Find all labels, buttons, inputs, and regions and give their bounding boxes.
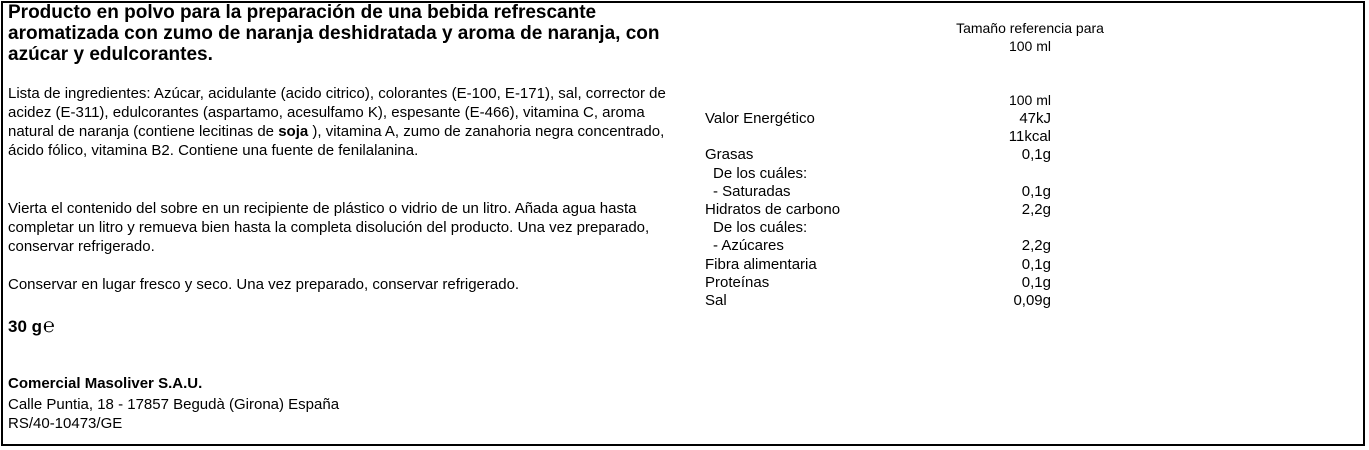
nutrition-row-fat [705, 146, 1065, 164]
ingredients-text-after: ), vitamina A, zumo de zanahoria negra concentrado, ácido fólico, vitamina B2. Contiene una fuente de fenilalanina. [8, 123, 665, 159]
reference-size-header [930, 19, 1130, 55]
nutrition-value: 2,2g [1021, 200, 1051, 218]
nutrition-value: 0,1g [1021, 255, 1051, 273]
nutrition-label: Grasas [705, 146, 754, 164]
ingredients-text-before: Lista de ingredientes: Azúcar, acidulante (acido citrico), colorantes (E-100, E-171), sal, corrector de acidez (E-311), edulcorantes (aspartamo, acesulfamo K), espesante (E-466), vitamina C, aroma natural de naranja (contiene lecitinas de [8, 85, 666, 140]
nutrition-table [705, 110, 1065, 310]
nutrition-label: Valor Energético [705, 110, 815, 127]
reference-size-line1: Tamaño referencia para [956, 20, 1104, 36]
nutrition-label: Fibra alimentaria [705, 255, 817, 273]
ingredients-list [8, 84, 688, 160]
nutrition-value: 0,1g [1021, 146, 1051, 164]
estimated-sign-icon: ℮ [43, 315, 56, 337]
nutrition-label: Proteínas [705, 273, 770, 291]
nutrition-value: 47kJ [1019, 110, 1051, 127]
nutrition-row-saturated [705, 183, 1065, 201]
reference-size-line2: 100 ml [1008, 38, 1052, 54]
net-weight-value: 30 g [8, 317, 43, 336]
nutrition-row-sugars [705, 237, 1065, 255]
preparation-instructions: Vierta el contenido del sobre en un recipiente de plástico o vidrio de un litro. Añada agua hasta completar un litro y remueva bien hasta la completa disolución del producto. Una vez preparado, conservar refrigerado. [8, 200, 650, 255]
nutrition-value: 0,09g [1013, 291, 1051, 309]
company-address: Calle Puntia, 18 - 17857 Begudà (Girona) España [8, 396, 340, 413]
nutrition-row-fibre [705, 256, 1065, 274]
nutrition-row-of-which [705, 219, 1065, 237]
per-100ml-column-header: 100 ml [1008, 92, 1052, 108]
nutrition-value: 0,1g [1021, 182, 1051, 200]
net-weight [8, 316, 55, 337]
product-title: Producto en polvo para la preparación de una bebida refrescante aromatizada con zumo de naranja deshidratada y aroma de naranja, con azúcar y edulcorantes. [8, 2, 660, 65]
nutrition-value: 2,2g [1021, 237, 1051, 255]
nutrition-row-energy [705, 110, 1065, 128]
nutrition-value: 0,1g [1021, 273, 1051, 291]
storage-instructions: Conservar en lugar fresco y seco. Una vez preparado, conservar refrigerado. [8, 276, 520, 293]
nutrition-label: De los cuáles: [713, 164, 808, 182]
nutrition-label: Sal [705, 291, 727, 309]
company-name: Comercial Masoliver S.A.U. [8, 375, 203, 392]
nutrition-row-energy-kcal [705, 128, 1065, 146]
nutrition-row-protein [705, 274, 1065, 292]
nutrition-row-of-which [705, 165, 1065, 183]
nutrition-row-carbohydrates [705, 201, 1065, 219]
nutrition-label: - Saturadas [713, 182, 791, 200]
nutrition-label: De los cuáles: [713, 219, 808, 237]
allergen-soja: soja [278, 123, 309, 140]
nutrition-row-salt [705, 292, 1065, 310]
nutrition-value: 11kcal [1008, 128, 1051, 146]
nutrition-label: Hidratos de carbono [705, 200, 841, 218]
registry-number: RS/40-10473/GE [8, 415, 123, 432]
nutrition-label: - Azúcares [713, 237, 784, 255]
